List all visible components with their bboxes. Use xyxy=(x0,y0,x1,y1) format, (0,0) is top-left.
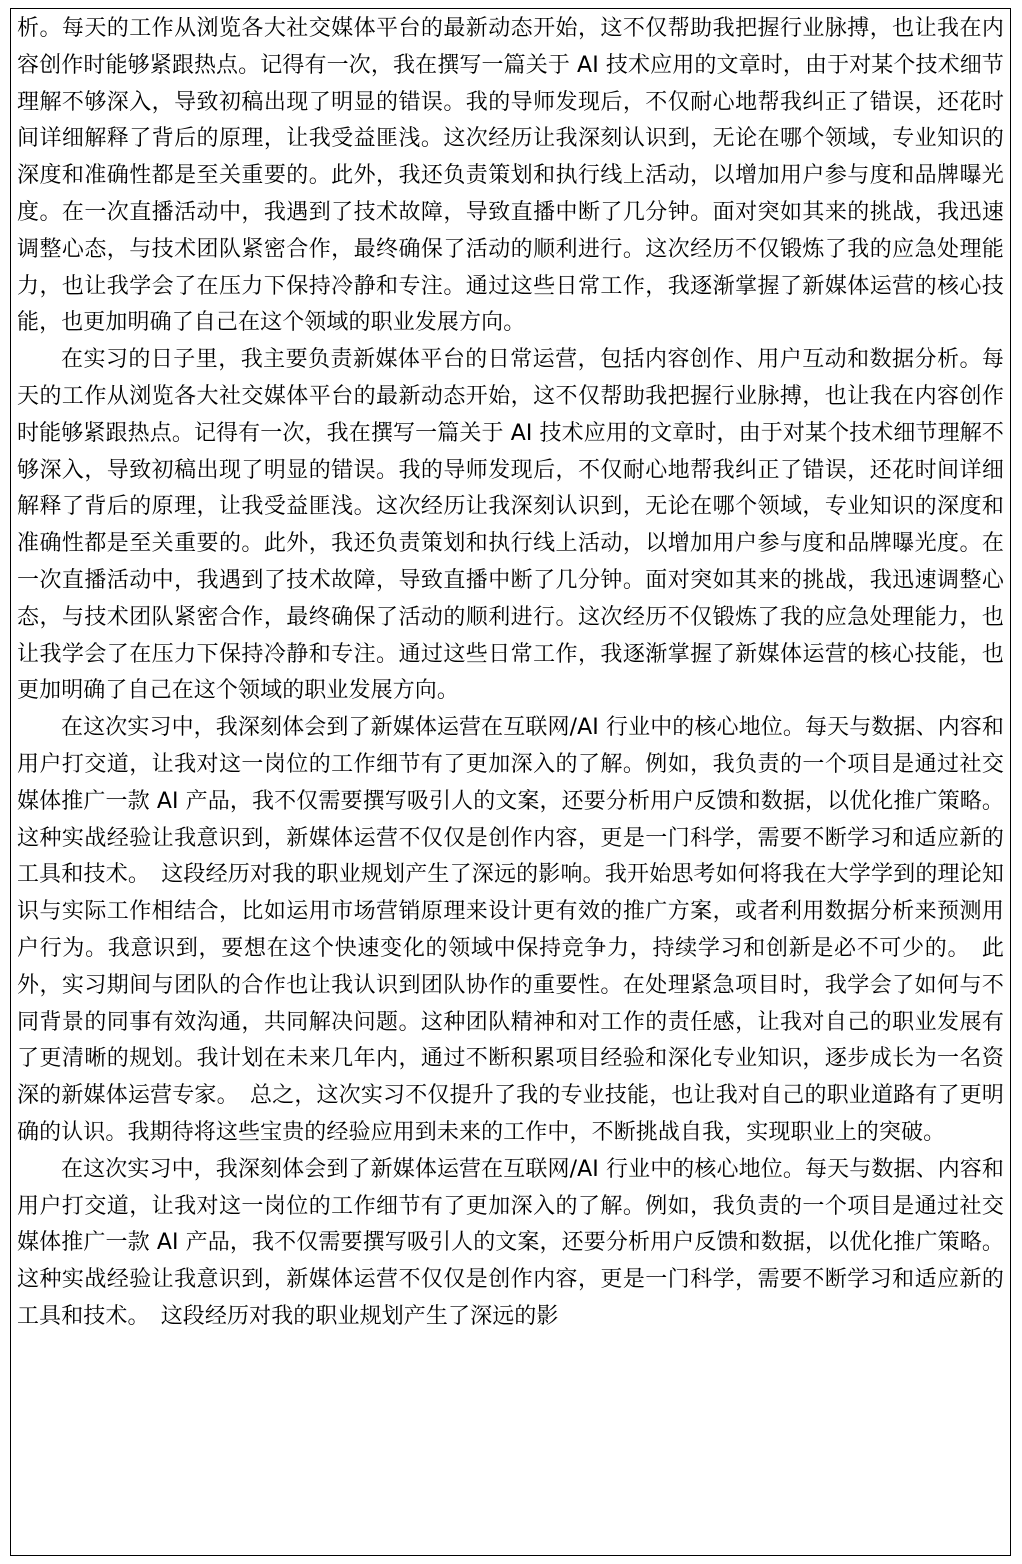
paragraph-4: 在这次实习中，我深刻体会到了新媒体运营在互联网/AI 行业中的核心地位。每天与数据、内容和用户打交道，让我对这一岗位的工作细节有了更加深入的了解。例如，我负责的一个项目是通过社交媒体推广一款 AI 产品，我不仅需要撰写吸引人的文案，还要分析用户反馈和数据，以优化推广策略。这种实战经验让我意识到，新媒体运营不仅仅是创作内容，更是一门科学，需要不断学习和适应新的工具和技术。 这段经历对我的职业规划产生了深远的影 xyxy=(17,1156,1004,1329)
document-body xyxy=(11,9,1010,1336)
paragraph-3: 在这次实习中，我深刻体会到了新媒体运营在互联网/AI 行业中的核心地位。每天与数据、内容和用户打交道，让我对这一岗位的工作细节有了更加深入的了解。例如，我负责的一个项目是通过社交媒体推广一款 AI 产品，我不仅需要撰写吸引人的文案，还要分析用户反馈和数据，以优化推广策略。这种实战经验让我意识到，新媒体运营不仅仅是创作内容，更是一门科学，需要不断学习和适应新的工具和技术。 这段经历对我的职业规划产生了深远的影响。我开始思考如何将我在大学学到的理论知识与实际工作相结合，比如运用市场营销原理来设计更有效的推广方案，或者利用数据分析来预测用户行为。我意识到，要想在这个快速变化的领域中保持竞争力，持续学习和创新是必不可少的。 此外，实习期间与团队的合作也让我认识到团队协作的重要性。在处理紧急项目时，我学会了如何与不同背景的同事有效沟通，共同解决问题。这种团队精神和对工作的责任感，让我对自己的职业发展有了更清晰的规划。我计划在未来几年内，通过不断积累项目经验和深化专业知识，逐步成长为一名资深的新媒体运营专家。 总之，这次实习不仅提升了我的专业技能，也让我对自己的职业道路有了更明确的认识。我期待将这些宝贵的经验应用到未来的工作中，不断挑战自我，实现职业上的突破。 xyxy=(17,715,1004,1145)
paragraph-2: 在实习的日子里，我主要负责新媒体平台的日常运营，包括内容创作、用户互动和数据分析。每天的工作从浏览各大社交媒体平台的最新动态开始，这不仅帮助我把握行业脉搏，也让我在内容创作时能够紧跟热点。记得有一次，我在撰写一篇关于 AI 技术应用的文章时，由于对某个技术细节理解不够深入，导致初稿出现了明显的错误。我的导师发现后，不仅耐心地帮我纠正了错误，还花时间详细解释了背后的原理，让我受益匪浅。这次经历让我深刻认识到，无论在哪个领域，专业知识的深度和准确性都是至关重要的。此外，我还负责策划和执行线上活动，以增加用户参与度和品牌曝光度。在一次直播活动中，我遇到了技术故障，导致直播中断了几分钟。面对突如其来的挑战，我迅速调整心态，与技术团队紧密合作，最终确保了活动的顺利进行。这次经历不仅锻炼了我的应急处理能力，也让我学会了在压力下保持冷静和专注。通过这些日常工作，我逐渐掌握了新媒体运营的核心技能，也更加明确了自己在这个领域的职业发展方向。 xyxy=(17,347,1004,704)
paragraph-1: 析。每天的工作从浏览各大社交媒体平台的最新动态开始，这不仅帮助我把握行业脉搏，也让我在内容创作时能够紧跟热点。记得有一次，我在撰写一篇关于 AI 技术应用的文章时，由于对某个技术细节理解不够深入，导致初稿出现了明显的错误。我的导师发现后，不仅耐心地帮我纠正了错误，还花时间详细解释了背后的原理，让我受益匪浅。这次经历让我深刻认识到，无论在哪个领域，专业知识的深度和准确性都是至关重要的。此外，我还负责策划和执行线上活动，以增加用户参与度和品牌曝光度。在一次直播活动中，我遇到了技术故障，导致直播中断了几分钟。面对突如其来的挑战，我迅速调整心态，与技术团队紧密合作，最终确保了活动的顺利进行。这次经历不仅锻炼了我的应急处理能力，也让我学会了在压力下保持冷静和专注。通过这些日常工作，我逐渐掌握了新媒体运营的核心技能，也更加明确了自己在这个领域的职业发展方向。 xyxy=(17,16,1004,336)
page-frame xyxy=(10,8,1011,1556)
